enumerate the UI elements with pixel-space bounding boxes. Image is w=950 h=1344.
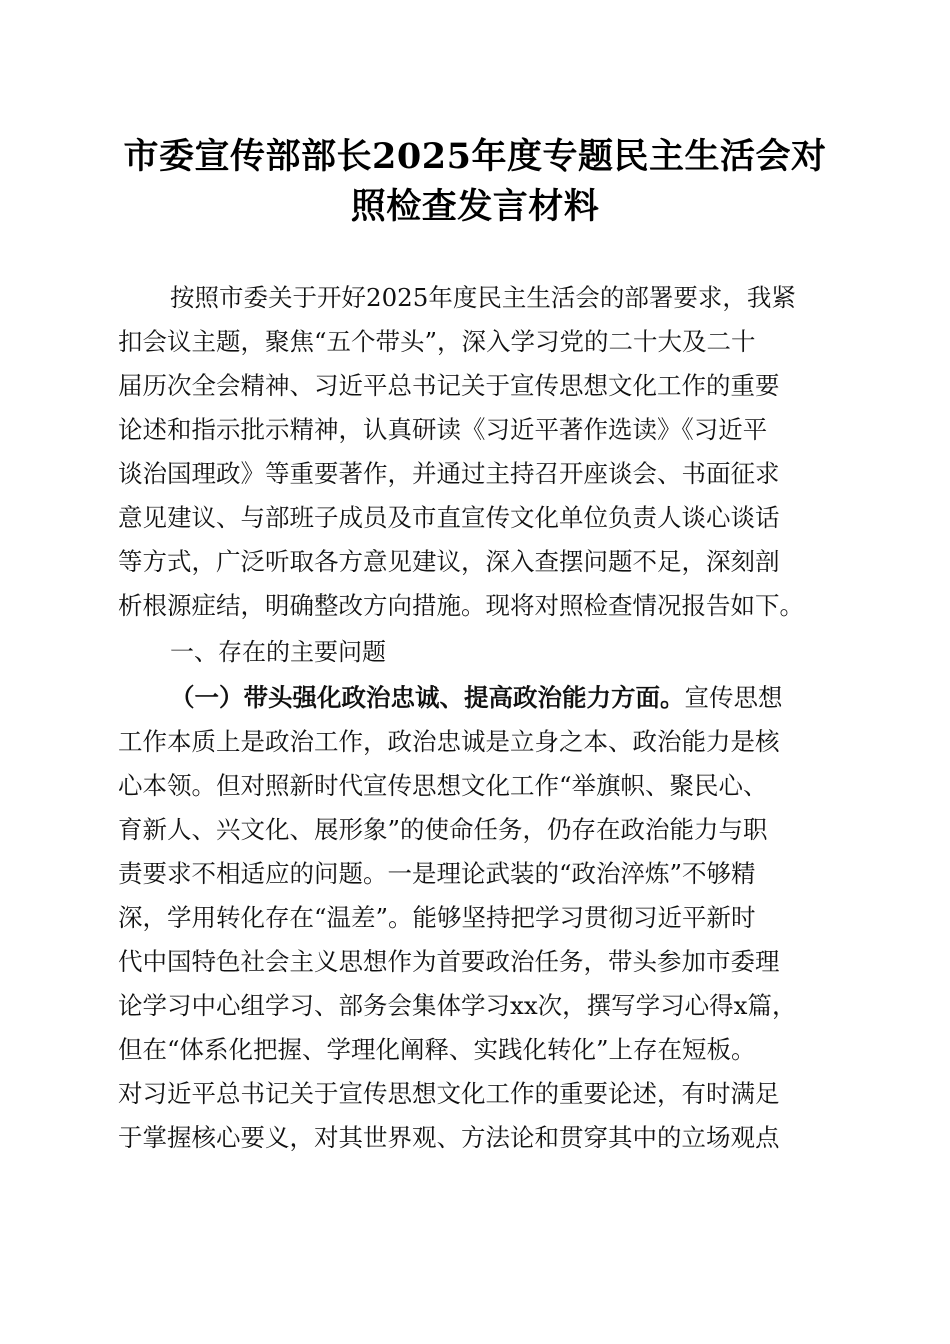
- intro-line: 析根源症结，明确整改方向措施。现将对照检查情况报告如下。: [118, 591, 804, 620]
- section-heading: 一、存在的主要问题: [170, 638, 386, 666]
- subsection-line: 对习近平总书记关于宣传思想文化工作的重要论述，有时满足: [118, 1079, 780, 1108]
- subsection-title-tail: 宣传思想: [684, 683, 783, 712]
- subsection-line: 育新人、兴文化、展形象”的使命任务，仍存在政治能力与职: [118, 815, 768, 844]
- subsection-line: 责要求不相适应的问题。一是理论武装的“政治淬炼”不够精: [118, 859, 756, 888]
- subsection-line: 深，学用转化存在“温差”。能够坚持把学习贯彻习近平新时: [118, 903, 756, 932]
- intro-line: 按照市委关于开好2025年度民主生活会的部署要求，我紧: [170, 283, 796, 312]
- subsection-line: 论学习中心组学习、部务会集体学习xx次，撰写学习心得x篇，: [118, 991, 797, 1020]
- intro-line: 扣会议主题，聚焦“五个带头”，深入学习党的二十大及二十: [118, 327, 756, 356]
- intro-line: 届历次全会精神、习近平总书记关于宣传思想文化工作的重要: [118, 371, 780, 400]
- document-title: [110, 132, 840, 232]
- intro-line: 论述和指示批示精神，认真研读《习近平著作选读》《习近平: [118, 415, 768, 444]
- subsection-line: 工作本质上是政治工作，政治忠诚是立身之本、政治能力是核: [118, 727, 780, 756]
- subsection-first-line: [170, 683, 783, 713]
- intro-line: 谈治国理政》等重要著作，并通过主持召开座谈会、书面征求: [118, 459, 780, 488]
- subsection-line: 心本领。但对照新时代宣传思想文化工作“举旗帜、聚民心、: [118, 771, 768, 800]
- intro-line: 意见建议、与部班子成员及市直宣传文化单位负责人谈心谈话: [118, 503, 780, 532]
- title-line-1: 市委宣传部部长2025年度专题民主生活会对: [123, 136, 827, 177]
- subsection-line: 代中国特色社会主义思想作为首要政治任务，带头参加市委理: [118, 947, 780, 976]
- intro-line: 等方式，广泛听取各方意见建议，深入查摆问题不足，深刻剖: [118, 547, 780, 576]
- subsection-line: 于掌握核心要义，对其世界观、方法论和贯穿其中的立场观点: [118, 1123, 780, 1152]
- subsection-title: （一）带头强化政治忠诚、提高政治能力方面。: [170, 683, 685, 712]
- title-line-2: 照检查发言材料: [350, 186, 600, 227]
- subsection-line: 但在“体系化把握、学理化阐释、实践化转化”上存在短板。: [118, 1035, 756, 1064]
